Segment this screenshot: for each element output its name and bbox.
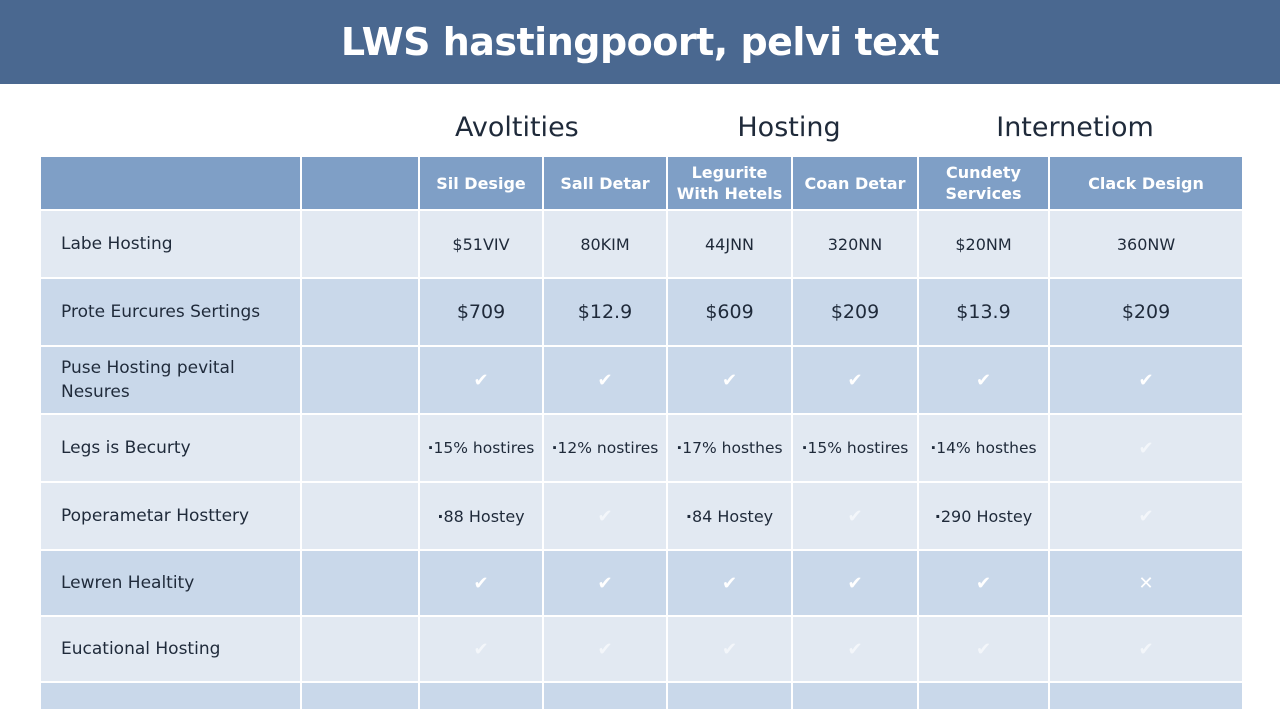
row-label: Lewren Healtity [41,551,300,615]
spacer-cell [302,415,418,481]
check-icon: ✔ [919,347,1048,413]
row-label: Prote Eurcures Sertings [41,279,300,345]
check-icon: ✔ [793,347,917,413]
table-cell: · 14% hosthes [919,415,1048,481]
check-icon: ✔ [793,551,917,615]
empty-cell [793,683,917,709]
spacer-cell [302,279,418,345]
column-header: Cundety Services [919,157,1048,209]
title-banner [0,0,1280,84]
table-cell: $209 [1050,279,1242,345]
table-cell: 44JNN [668,211,791,277]
table-cell: · 17% hosthes [668,415,791,481]
spacer-cell [302,617,418,681]
group-heading-avoltities: Avoltities [455,112,579,143]
column-header: Coan Detar [793,157,917,209]
row-label: Eucational Hosting [41,617,300,681]
table-cell: · 15% hostires [793,415,917,481]
spacer-cell [302,347,418,413]
column-header: Sall Detar [544,157,666,209]
check-icon: ✔ [420,347,542,413]
column-header: Clack Design [1050,157,1242,209]
table-cell: $209 [793,279,917,345]
page-title: LWS hastingpoort, pelvi text [340,20,940,64]
row-label: Labe Hosting [41,211,300,277]
table-cell: · 88 Hostey [420,483,542,549]
empty-cell [668,683,791,709]
check-icon: ✔ [919,617,1048,681]
check-icon: ✔ [1050,347,1242,413]
check-icon: ✔ [544,551,666,615]
table-cell: $51VIV [420,211,542,277]
table-cell: $709 [420,279,542,345]
table-cell: 80KIM [544,211,666,277]
row-label: Puse Hosting pevital Nesures [41,347,300,413]
row-label: Poperametar Hosttery [41,483,300,549]
check-icon: ✔ [668,347,791,413]
spacer-cell [302,551,418,615]
empty-cell [41,683,300,709]
empty-cell [302,683,418,709]
header-label-cell [41,157,300,209]
check-icon: ✔ [668,617,791,681]
check-icon: ✔ [420,551,542,615]
comparison-table [41,157,1236,697]
check-icon: ✔ [544,617,666,681]
check-icon: ✔ [793,617,917,681]
check-icon: ✔ [544,347,666,413]
empty-cell [420,683,542,709]
table-cell: $12.9 [544,279,666,345]
table-cell: · 15% hostires [420,415,542,481]
check-icon: ✔ [1050,617,1242,681]
empty-cell [544,683,666,709]
check-icon: ✔ [919,551,1048,615]
group-heading-hosting: Hosting [737,112,841,143]
group-heading-internetiom: Internetiom [996,112,1154,143]
check-icon: ✔ [1050,415,1242,481]
column-header: Legurite With Hetels [668,157,791,209]
empty-cell [1050,683,1242,709]
table-cell: $13.9 [919,279,1048,345]
table-cell: 320NN [793,211,917,277]
row-label: Legs is Becurty [41,415,300,481]
cross-icon: ✕ [1050,551,1242,615]
header-spacer-cell [302,157,418,209]
check-icon: ✔ [420,617,542,681]
table-cell: · 290 Hostey [919,483,1048,549]
check-icon: ✔ [1050,483,1242,549]
table-cell: $609 [668,279,791,345]
table-cell: · 84 Hostey [668,483,791,549]
empty-cell [919,683,1048,709]
spacer-cell [302,211,418,277]
check-icon: ✔ [793,483,917,549]
column-header: Sil Desige [420,157,542,209]
table-cell: $20NM [919,211,1048,277]
check-icon: ✔ [668,551,791,615]
table-cell: 360NW [1050,211,1242,277]
table-cell: · 12% nostires [544,415,666,481]
check-icon: ✔ [544,483,666,549]
spacer-cell [302,483,418,549]
